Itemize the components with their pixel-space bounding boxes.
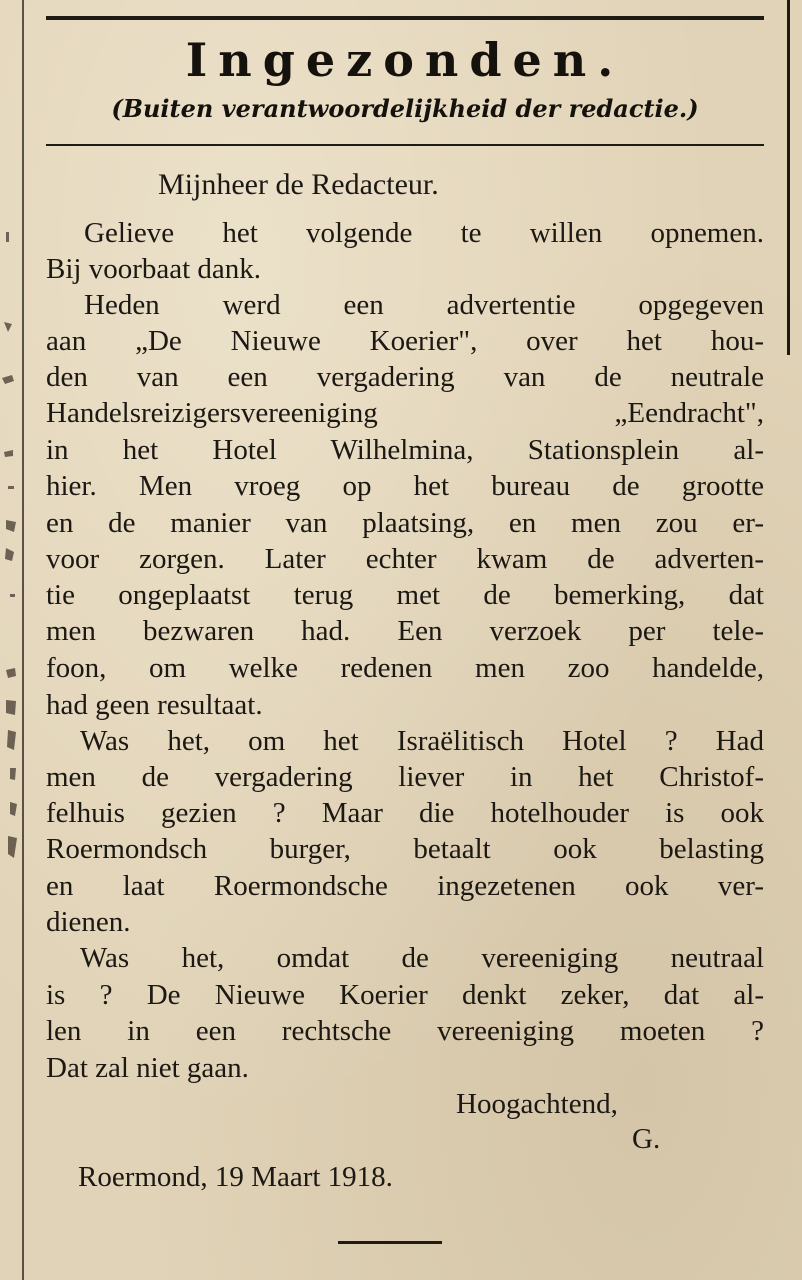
body-line: felhuis gezien ? Maar die hotelhouder is ook xyxy=(46,797,764,829)
body-line: Handelsreizigersvereeniging „Eendracht", xyxy=(46,397,764,429)
letter-signature: G. xyxy=(632,1123,661,1155)
body-line: hier. Men vroeg op het bureau de grootte xyxy=(46,470,764,502)
body-line: Dat zal niet gaan. xyxy=(46,1052,249,1084)
body-line: en de manier van plaatsing, en men zou er- xyxy=(46,507,764,539)
body-line: Gelieve het volgende te willen opnemen. xyxy=(84,217,764,249)
bottom-rule xyxy=(338,1241,442,1244)
body-line: men bezwaren had. Een verzoek per tele- xyxy=(46,615,764,647)
column-rule-right xyxy=(787,0,790,355)
body-line: den van een vergadering van de neutrale xyxy=(46,361,764,393)
body-line: Roermondsch burger, betaalt ook belasting xyxy=(46,833,764,865)
body-line: men de vergadering liever in het Christof- xyxy=(46,761,764,793)
body-line: len in een rechtsche vereeniging moeten ? xyxy=(46,1015,764,1047)
body-line: in het Hotel Wilhelmina, Stationsplein al- xyxy=(46,434,764,466)
margin-ink-marks xyxy=(0,0,44,1280)
body-line: tie ongeplaatst terug met de bemerking, dat xyxy=(46,579,764,611)
letter-closing: Hoogachtend, xyxy=(456,1088,618,1120)
body-line: Bij voorbaat dank. xyxy=(46,253,262,285)
top-rule xyxy=(46,16,764,20)
body-line: Heden werd een advertentie opgegeven xyxy=(84,289,764,321)
article-title: Ingezonden. xyxy=(185,33,625,87)
letter-place-date: Roermond, 19 Maart 1918. xyxy=(78,1161,393,1193)
body-line: had geen resultaat. xyxy=(46,689,263,721)
body-line: foon, om welke redenen men zoo handelde, xyxy=(46,652,764,684)
body-line: aan „De Nieuwe Koerier", over het hou- xyxy=(46,325,764,357)
body-line: voor zorgen. Later echter kwam de adverten- xyxy=(46,543,764,575)
body-line: Was het, omdat de vereeniging neutraal xyxy=(80,942,764,974)
letter-salutation: Mijnheer de Redacteur. xyxy=(158,168,439,201)
body-line: en laat Roermondsche ingezetenen ook ver- xyxy=(46,870,764,902)
body-line: dienen. xyxy=(46,906,131,938)
body-line: is ? De Nieuwe Koerier denkt zeker, dat al- xyxy=(46,979,764,1011)
subtitle-rule xyxy=(46,144,764,146)
article-subtitle: (Buiten verantwoordelijkheid der redactie.) xyxy=(111,94,699,123)
body-line: Was het, om het Israëlitisch Hotel ? Had xyxy=(80,725,764,757)
